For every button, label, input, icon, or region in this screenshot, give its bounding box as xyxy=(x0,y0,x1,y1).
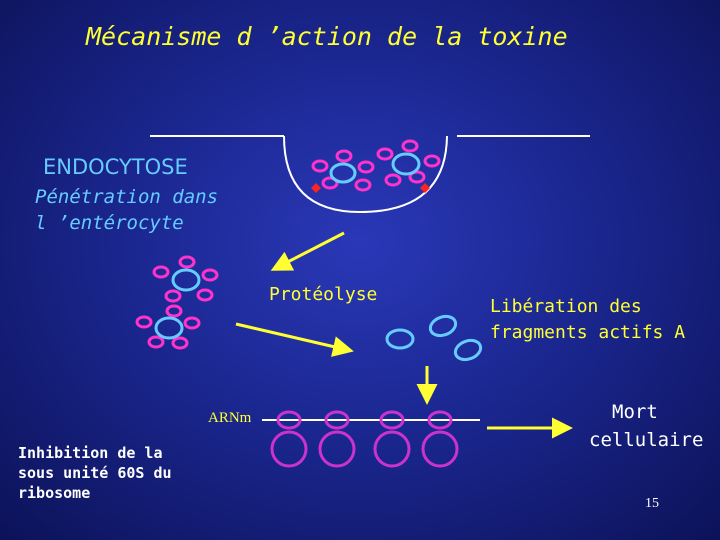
subunit-b xyxy=(154,267,168,277)
fragment-a xyxy=(156,318,182,338)
subunit-b xyxy=(185,318,199,328)
fragment-a xyxy=(331,164,355,182)
mort-line2: cellulaire xyxy=(589,429,704,451)
released-fragments xyxy=(387,313,483,363)
arnm-label: ARNm xyxy=(208,410,252,426)
fragment-a xyxy=(393,154,419,174)
liberation-line1: Libération des xyxy=(490,296,642,317)
ribosome-60s xyxy=(375,432,409,466)
endocytose-line2: l ’entérocyte xyxy=(35,212,184,234)
red-marker-right xyxy=(420,183,430,193)
subunit-b xyxy=(173,338,187,348)
inhibition-line1: Inhibition de la xyxy=(18,444,163,462)
fragment-a-free xyxy=(453,337,484,363)
toxin-complex-cytoplasm xyxy=(137,257,217,348)
subunit-b xyxy=(167,306,181,316)
fragment-a xyxy=(173,270,199,290)
endocytose-heading: ENDOCYTOSE xyxy=(43,155,188,179)
subunit-b xyxy=(337,151,351,161)
subunit-b xyxy=(180,257,194,267)
fragment-a-free xyxy=(428,313,459,339)
subunit-b xyxy=(403,141,417,151)
liberation-line2: fragments actifs A xyxy=(490,322,686,343)
ribosome-60s xyxy=(423,432,457,466)
subunit-b xyxy=(378,149,392,159)
subunit-b xyxy=(149,337,163,347)
proteolyse-label: Protéolyse xyxy=(269,284,378,305)
toxin-complex-pit xyxy=(313,141,439,190)
subunit-b xyxy=(166,291,180,301)
fragment-a-free xyxy=(387,330,413,348)
subunit-b xyxy=(203,270,217,280)
subunit-b xyxy=(386,175,400,185)
arrow-proteolysis xyxy=(236,324,348,350)
subunit-b xyxy=(137,317,151,327)
slide-title: Mécanisme d ’action de la toxine xyxy=(86,22,568,51)
subunit-b xyxy=(425,156,439,166)
ribosome-60s xyxy=(320,432,354,466)
inhibition-line2: sous unité 60S du xyxy=(18,464,172,482)
red-marker-left xyxy=(311,183,321,193)
subunit-b xyxy=(198,290,212,300)
subunit-b xyxy=(359,162,373,172)
arrow-endocytosis xyxy=(276,233,344,268)
endocytose-line1: Pénétration dans xyxy=(35,186,219,208)
slide-number: 15 xyxy=(645,496,659,511)
inhibition-line3: ribosome xyxy=(18,484,91,502)
ribosome-60s xyxy=(272,432,306,466)
subunit-b xyxy=(313,161,327,171)
subunit-b xyxy=(356,180,370,190)
mort-line1: Mort xyxy=(612,401,658,423)
